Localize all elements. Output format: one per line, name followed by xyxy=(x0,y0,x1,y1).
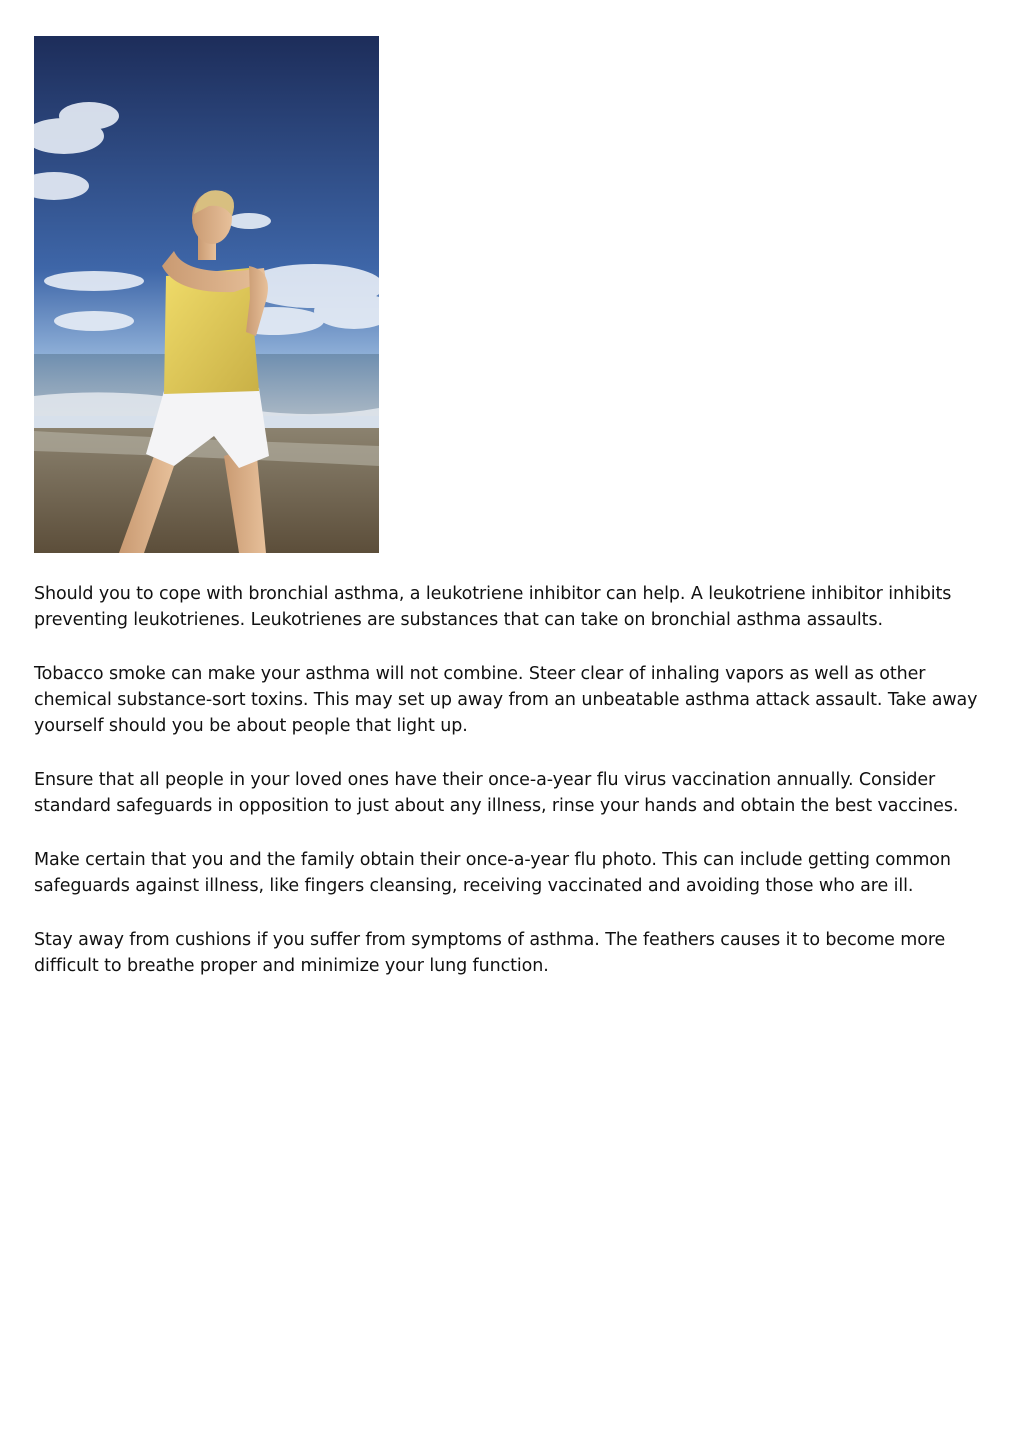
article-body xyxy=(34,581,990,1007)
paragraph: Tobacco smoke can make your asthma will not combine. Steer clear of inhaling vapors as well as other chemical substance-sort toxins. This may set up away from an unbeatable asthma attack assault. Take away yourself should you be about people that light up. xyxy=(34,664,978,736)
paragraph: Ensure that all people in your loved ones have their once-a-year flu virus vaccination annually. Consider standard safeguards in opposition to just about any illness, rinse your hands and obtain the best vaccines. xyxy=(34,770,959,816)
paragraph: Make certain that you and the family obtain their once-a-year flu photo. This can include getting common safeguards against illness, like fingers cleansing, receiving vaccinated and avoiding those who are ill. xyxy=(34,850,951,896)
paragraph: Should you to cope with bronchial asthma, a leukotriene inhibitor can help. A leukotriene inhibitor inhibits preventing leukotrienes. Leukotrienes are substances that can take on bronchial asthma assaults. xyxy=(34,584,952,630)
beach-photo xyxy=(34,36,379,553)
photo-woman-stretching-on-beach-icon xyxy=(34,36,379,553)
paragraph: Stay away from cushions if you suffer from symptoms of asthma. The feathers causes it to become more difficult to breathe proper and minimize your lung function. xyxy=(34,930,946,976)
